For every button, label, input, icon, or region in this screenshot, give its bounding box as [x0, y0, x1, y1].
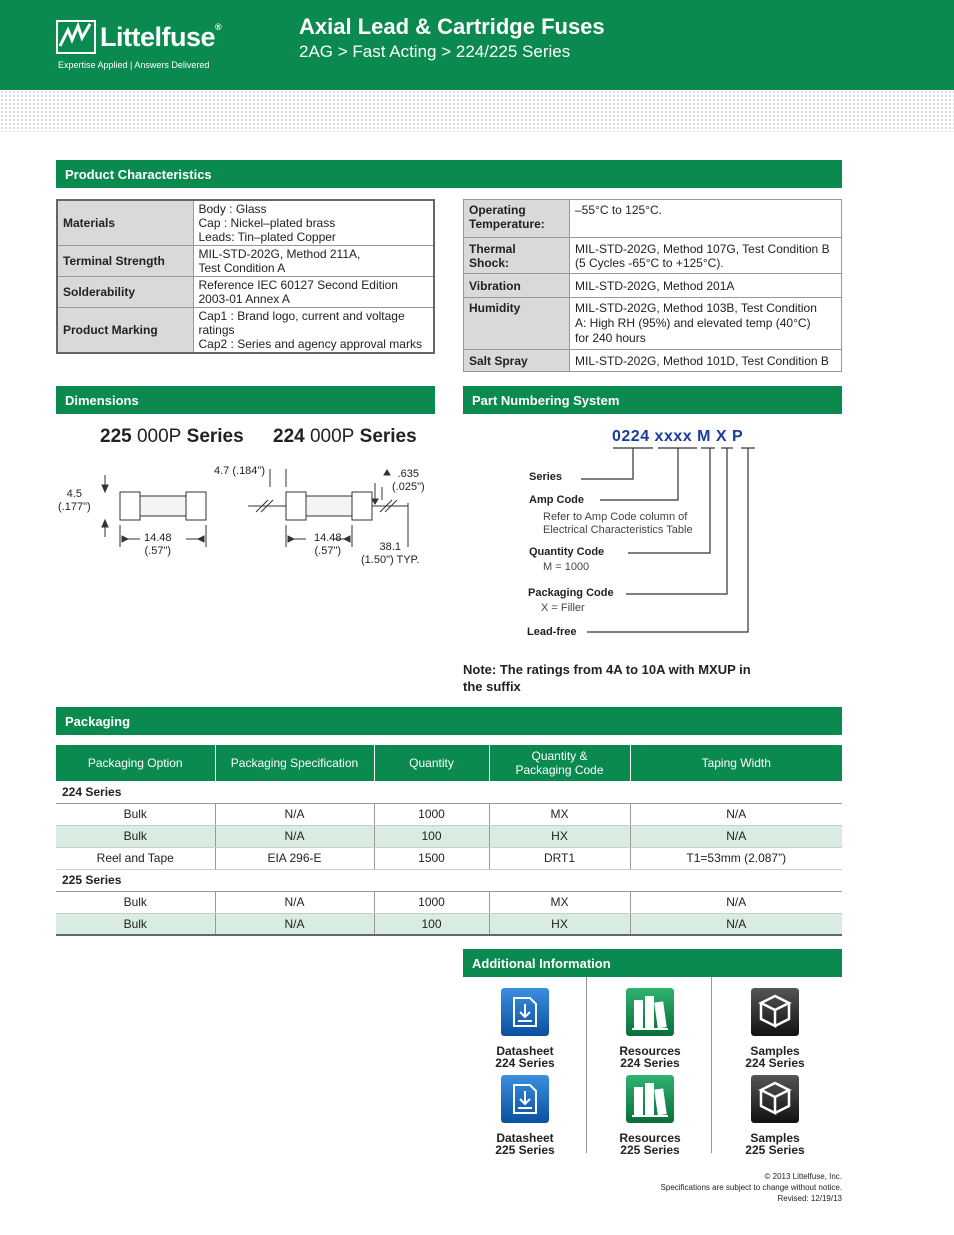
littelfuse-logo-icon [56, 20, 96, 54]
samples-icon [751, 1075, 799, 1123]
item-title: Datasheet 224 Series [495, 1044, 555, 1070]
part-number-leader-lines [463, 440, 842, 640]
row-value: Reference IEC 60127 Second Edition 2003-01 Annex A [193, 277, 434, 308]
datasheet-225-link[interactable] [463, 1075, 587, 1156]
pn-quantity-label: Quantity Code [529, 546, 605, 558]
row-label: Product Marking [57, 308, 193, 354]
brand-name: Littelfuse® [100, 22, 222, 52]
item-title: Samples 224 Series [745, 1044, 805, 1070]
row-value: MIL-STD-202G, Method 201A [570, 274, 842, 298]
table-group-row: 225 Series [56, 869, 842, 891]
pn-amp-label: Amp Code [529, 494, 584, 506]
brand-tagline: Expertise Applied | Answers Delivered [58, 60, 210, 70]
table-row: Bulk N/A 100 HX N/A [56, 913, 842, 935]
resources-225-link[interactable] [588, 1075, 712, 1156]
page-title: Axial Lead & Cartridge Fuses [299, 14, 605, 39]
row-label: Humidity [464, 298, 570, 350]
col-quantity: Quantity [374, 745, 489, 781]
table-row [464, 200, 842, 238]
pn-packaging-label: Packaging Code [528, 587, 614, 599]
table-row [57, 246, 434, 277]
dim-lead-length: 38.1 (1.50") TYP. [361, 541, 420, 566]
packaging-heading: Packaging [56, 707, 842, 735]
item-title: Samples 225 Series [745, 1131, 805, 1157]
row-label: Solderability [57, 277, 193, 308]
table-header-row [56, 745, 842, 781]
row-label: Vibration [464, 274, 570, 298]
row-label: Terminal Strength [57, 246, 193, 277]
table-row [464, 274, 842, 298]
row-value: Cap1 : Brand logo, current and voltage ratings Cap2 : Series and agency approval marks [193, 308, 434, 354]
ratings-note: Note: The ratings from 4A to 10A with MXUP in the suffix [463, 662, 751, 694]
dim-width-224: 4.7 (.184") [214, 465, 265, 477]
breadcrumb: 2AG > Fast Acting > 224/225 Series [299, 42, 571, 61]
item-title: Datasheet 225 Series [495, 1131, 555, 1157]
datasheet-224-link[interactable] [463, 988, 587, 1069]
samples-225-link[interactable] [713, 1075, 837, 1156]
row-label: Materials [57, 200, 193, 246]
col-packaging-spec: Packaging Specification [215, 745, 374, 781]
table-row [464, 350, 842, 372]
dim-lead-diameter: .635 (.025") [392, 468, 425, 493]
item-title: Resources 225 Series [619, 1131, 681, 1157]
col-qty-pack-code: Quantity & Packaging Code [489, 745, 630, 781]
table-row [57, 277, 434, 308]
pn-quantity-desc: M = 1000 [543, 561, 590, 573]
col-packaging-option: Packaging Option [56, 745, 215, 781]
samples-224-link[interactable] [713, 988, 837, 1069]
packaging-table [56, 745, 842, 936]
dim-length-224: 14.48 (.57") [314, 532, 342, 557]
row-value: MIL-STD-202G, Method 107G, Test Condition B (5 Cycles -65°C to +125°C). [570, 238, 842, 274]
characteristics-table-left [56, 199, 435, 354]
additional-info-heading: Additional Information [463, 949, 842, 977]
datasheet-icon [501, 1075, 549, 1123]
table-row: Bulk N/A 100 HX N/A [56, 825, 842, 847]
row-label: Thermal Shock: [464, 238, 570, 274]
table-row [57, 200, 434, 246]
row-label: Salt Spray [464, 350, 570, 372]
part-number-code: 0224 xxxx M X P [612, 428, 744, 445]
table-row [464, 298, 842, 350]
table-row: Bulk N/A 1000 MX N/A [56, 891, 842, 913]
characteristics-table-right [463, 199, 842, 372]
table-group-row: 224 Series [56, 781, 842, 803]
row-label: Operating Temperature: [464, 200, 570, 238]
row-value: MIL-STD-202G, Method 101D, Test Condition B [570, 350, 842, 372]
table-row: Bulk N/A 1000 MX N/A [56, 803, 842, 825]
resources-224-link[interactable] [588, 988, 712, 1069]
item-title: Resources 224 Series [619, 1044, 681, 1070]
page-header [0, 0, 954, 90]
pn-leadfree-label: Lead-free [527, 626, 577, 638]
part-numbering-heading: Part Numbering System [463, 386, 842, 414]
row-value: –55°C to 125°C. [570, 200, 842, 238]
resources-icon [626, 1075, 674, 1123]
datasheet-icon [501, 988, 549, 1036]
pn-series-label: Series [529, 471, 563, 483]
row-value: Body : Glass Cap : Nickel–plated brass Leads: Tin–plated Copper [193, 200, 434, 246]
samples-icon [751, 988, 799, 1036]
table-row [464, 238, 842, 274]
row-value: MIL-STD-202G, Method 211A, Test Condition A [193, 246, 434, 277]
col-taping-width: Taping Width [630, 745, 842, 781]
header-dot-pattern [0, 90, 954, 132]
page-footer: © 2013 Littelfuse, Inc. Specifications are subject to change without notice. Revised: 12/19/13 [660, 1172, 842, 1203]
table-row: Reel and Tape EIA 296-E 1500 DRT1 T1=53mm (2.087”) [56, 847, 842, 869]
table-row [57, 308, 434, 354]
resources-icon [626, 988, 674, 1036]
dimensions-heading: Dimensions [56, 386, 435, 414]
dim-length-225: 14.48 (.57") [144, 532, 172, 557]
pn-packaging-desc: X = Filler [541, 602, 585, 614]
series-225-title: 225 000P Series [100, 426, 244, 447]
dim-diameter: 4.5 (.177") [58, 488, 91, 513]
pn-amp-desc: Refer to Amp Code column of Electrical Characteristics Table [543, 511, 693, 536]
row-value: MIL-STD-202G, Method 103B, Test Condition A: High RH (95%) and elevated temp (40°C) for 240 hours [570, 298, 842, 350]
product-characteristics-heading: Product Characteristics [56, 160, 842, 188]
series-224-title: 224 000P Series [273, 426, 417, 447]
